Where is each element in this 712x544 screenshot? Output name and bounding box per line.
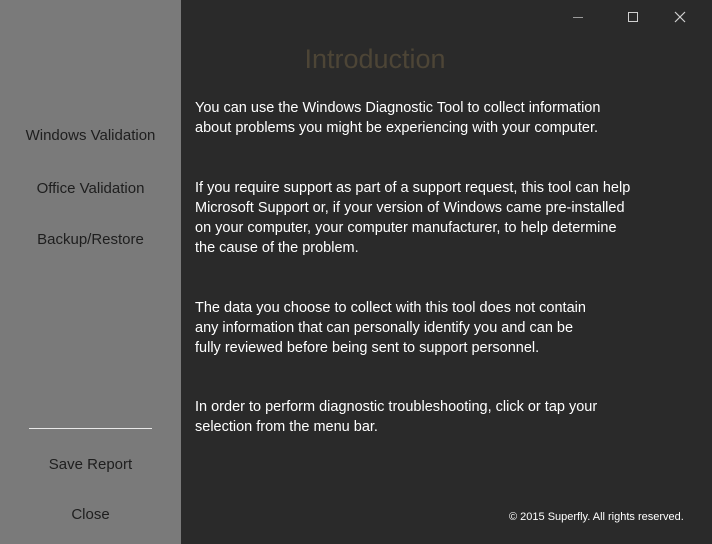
paragraph-line: If you require support as part of a support request, this tool can help: [195, 180, 631, 196]
paragraph-line: In order to perform diagnostic troubleshooting, click or tap your: [195, 399, 598, 415]
paragraph-line: on your computer, your computer manufacturer, to help determine: [195, 220, 617, 236]
sidebar-divider: [29, 428, 152, 429]
close-button[interactable]: Close: [71, 506, 110, 523]
paragraph-line: about problems you might be experiencing with your computer.: [195, 120, 598, 136]
intro-paragraph-1: [195, 98, 675, 138]
paragraph-line: the cause of the problem.: [195, 240, 359, 256]
paragraph-line: any information that can personally identify you and can be: [195, 320, 574, 336]
page-title: Introduction: [304, 44, 446, 74]
intro-paragraph-4: [195, 397, 675, 437]
maximize-icon: [627, 11, 639, 23]
copyright-text: © 2015 Superfly. All rights reserved.: [509, 511, 684, 523]
sidebar-item-office-validation[interactable]: Office Validation: [36, 180, 145, 197]
sidebar: [0, 0, 181, 544]
intro-paragraph-3: [195, 298, 675, 358]
maximize-button[interactable]: [621, 8, 645, 26]
intro-paragraph-2: [195, 178, 675, 258]
save-report-button[interactable]: Save Report: [48, 456, 133, 473]
window-close-button[interactable]: [668, 8, 692, 26]
minimize-button[interactable]: [566, 8, 590, 26]
paragraph-line: The data you choose to collect with this tool does not contain: [195, 300, 586, 316]
minimize-icon: [572, 11, 584, 23]
paragraph-line: selection from the menu bar.: [195, 419, 378, 435]
sidebar-item-backup-restore[interactable]: Backup/Restore: [37, 231, 144, 248]
paragraph-line: You can use the Windows Diagnostic Tool to collect information: [195, 100, 601, 116]
close-icon: [674, 11, 686, 23]
paragraph-line: Microsoft Support or, if your version of Windows came pre-installed: [195, 200, 625, 216]
sidebar-item-windows-validation[interactable]: Windows Validation: [25, 127, 156, 144]
paragraph-line: fully reviewed before being sent to support personnel.: [195, 340, 540, 356]
